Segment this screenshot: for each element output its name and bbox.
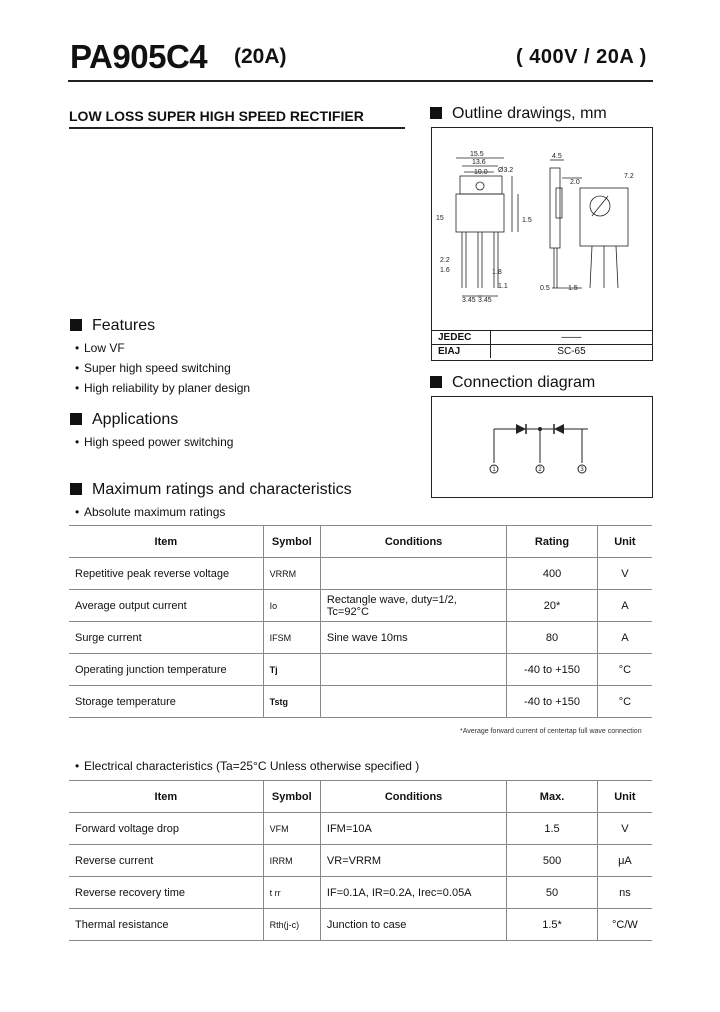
section-square-icon: [430, 107, 442, 119]
package-body: [456, 194, 504, 232]
col-header: Item: [69, 781, 263, 813]
application-item: • High speed power switching: [72, 432, 233, 452]
part-number: PA905C4: [70, 38, 208, 75]
item-cell: Operating junction temperature: [69, 654, 263, 686]
dim-label: 7.2: [624, 173, 634, 180]
rating-cell: 400: [507, 558, 598, 590]
connection-heading-text: Connection diagram: [452, 374, 596, 391]
ratings-footnote: *Average forward current of centertap full wave connection: [460, 728, 642, 735]
connection-heading: [430, 374, 595, 392]
table-row: [69, 813, 652, 845]
package-tab: [460, 176, 502, 194]
outline-heading-text: Outline drawings, mm: [452, 105, 607, 122]
electrical-subheading: • Electrical characteristics (Ta=25°C Unless otherwise specified ): [72, 756, 419, 776]
unit-cell: °C: [597, 686, 652, 718]
dim-label: 13.6: [472, 159, 486, 166]
max-cell: 1.5*: [507, 909, 598, 941]
col-header: Item: [69, 526, 263, 558]
header-rule: [68, 80, 653, 82]
item-cell: Reverse recovery time: [69, 877, 263, 909]
conditions-cell: VR=VRRM: [320, 845, 506, 877]
table-row: [69, 877, 652, 909]
item-cell: Surge current: [69, 622, 263, 654]
connection-diagram: [432, 397, 652, 497]
item-cell: Forward voltage drop: [69, 813, 263, 845]
table-row: [69, 558, 652, 590]
conditions-cell: Junction to case: [320, 909, 506, 941]
rating-summary: ( 400V / 20A ): [516, 46, 647, 68]
conditions-cell: [320, 654, 506, 686]
feature-item: • Low VF: [72, 338, 250, 358]
symbol-cell: VFM: [263, 813, 320, 845]
item-cell: Reverse current: [69, 845, 263, 877]
outline-drawing-box: [431, 127, 653, 361]
item-cell: Thermal resistance: [69, 909, 263, 941]
col-header: Unit: [597, 526, 652, 558]
side-view-body: [550, 168, 560, 248]
dim-label: 1.8: [492, 269, 502, 276]
max-cell: 500: [507, 845, 598, 877]
feature-item: • Super high speed switching: [72, 358, 250, 378]
section-square-icon: [70, 483, 82, 495]
item-cell: Repetitive peak reverse voltage: [69, 558, 263, 590]
jedec-label: JEDEC: [432, 331, 491, 345]
table-row: [69, 845, 652, 877]
dim-label: 15.5: [470, 151, 484, 158]
dim-label: 4.5: [552, 153, 562, 160]
dim-label: 10.0: [474, 169, 488, 176]
rating-cell: -40 to +150: [507, 686, 598, 718]
conditions-cell: Rectangle wave, duty=1/2, Tc=92°C: [320, 590, 506, 622]
pin-number: 1: [492, 467, 496, 473]
dim-label: 2.0: [570, 179, 580, 186]
applications-heading-text: Applications: [92, 411, 179, 428]
diode-1-icon: [516, 424, 526, 434]
unit-cell: A: [597, 590, 652, 622]
section-square-icon: [430, 376, 442, 388]
mounting-hole: [476, 182, 484, 190]
unit-cell: °C: [597, 654, 652, 686]
symbol-cell: Tj: [263, 654, 320, 686]
pin-number: 3: [580, 467, 584, 473]
rating-cell: 80: [507, 622, 598, 654]
conditions-cell: IFM=10A: [320, 813, 506, 845]
diode-2-icon: [554, 424, 564, 434]
unit-cell: A: [597, 622, 652, 654]
dim-label: 1.5: [568, 285, 578, 292]
symbol-cell: VRRM: [263, 558, 320, 590]
unit-cell: V: [597, 558, 652, 590]
applications-heading: [70, 411, 178, 429]
unit-cell: ns: [597, 877, 652, 909]
dim-label: 0.5: [540, 285, 550, 292]
col-header: Symbol: [263, 526, 320, 558]
current-rating-paren: (20A): [234, 45, 287, 68]
device-subtitle: LOW LOSS SUPER HIGH SPEED RECTIFIER: [69, 108, 364, 124]
col-header: Symbol: [263, 781, 320, 813]
dim-label: 3.45: [478, 297, 492, 304]
dim-label: 2.2: [440, 257, 450, 264]
section-square-icon: [70, 319, 82, 331]
table-row: [69, 686, 652, 718]
table-header-row: [69, 526, 652, 558]
features-heading: [70, 317, 155, 335]
pin-number: 2: [538, 467, 542, 473]
symbol-cell: IRRM: [263, 845, 320, 877]
symbol-cell: t rr: [263, 877, 320, 909]
max-ratings-heading: [70, 481, 352, 499]
outline-heading: [430, 105, 607, 123]
features-list: [72, 338, 250, 398]
table-row: [69, 622, 652, 654]
electrical-sub: [72, 756, 419, 776]
table-header-row: [69, 781, 652, 813]
item-cell: Storage temperature: [69, 686, 263, 718]
symbol-cell: Tstg: [263, 686, 320, 718]
max-cell: 50: [507, 877, 598, 909]
package-standard-table: [432, 330, 652, 358]
dim-label: 3.45: [462, 297, 476, 304]
dim-label: 1.1: [498, 283, 508, 290]
conditions-cell: [320, 686, 506, 718]
abs-max-sub: [72, 502, 225, 522]
eiaj-label: EIAJ: [432, 345, 491, 359]
eiaj-value: SC-65: [557, 346, 586, 357]
unit-cell: °C/W: [597, 909, 652, 941]
unit-cell: V: [597, 813, 652, 845]
col-header: Unit: [597, 781, 652, 813]
rating-cell: -40 to +150: [507, 654, 598, 686]
col-header: Max.: [507, 781, 598, 813]
outline-drawing: [432, 128, 652, 330]
applications-list: [72, 432, 233, 452]
rating-cell: 20*: [507, 590, 598, 622]
max-ratings-heading-text: Maximum ratings and characteristics: [92, 481, 352, 498]
conditions-cell: [320, 558, 506, 590]
conditions-cell: Sine wave 10ms: [320, 622, 506, 654]
col-header: Conditions: [320, 526, 506, 558]
table-row: [69, 590, 652, 622]
conditions-cell: IF=0.1A, IR=0.2A, Irec=0.05A: [320, 877, 506, 909]
features-heading-text: Features: [92, 317, 156, 334]
dim-label: 15: [436, 215, 444, 222]
dim-label: Ø3.2: [498, 167, 514, 174]
section-square-icon: [70, 413, 82, 425]
dim-label: 1.6: [440, 267, 450, 274]
max-cell: 1.5: [507, 813, 598, 845]
abs-max-subheading: • Absolute maximum ratings: [72, 502, 225, 522]
jedec-value: ——: [491, 331, 653, 345]
max-ratings-table: [69, 525, 652, 718]
item-cell: Average output current: [69, 590, 263, 622]
symbol-cell: IFSM: [263, 622, 320, 654]
table-row: [69, 654, 652, 686]
feature-item: • High reliability by planer design: [72, 378, 250, 398]
col-header: Rating: [507, 526, 598, 558]
subtitle-underline: [69, 127, 405, 129]
dim-label: 1.5: [522, 217, 532, 224]
unit-cell: μA: [597, 845, 652, 877]
electrical-table: [69, 780, 652, 941]
symbol-cell: Io: [263, 590, 320, 622]
col-header: Conditions: [320, 781, 506, 813]
table-row: [69, 909, 652, 941]
connection-diagram-box: [431, 396, 653, 498]
symbol-cell: Rth(j-c): [263, 909, 320, 941]
